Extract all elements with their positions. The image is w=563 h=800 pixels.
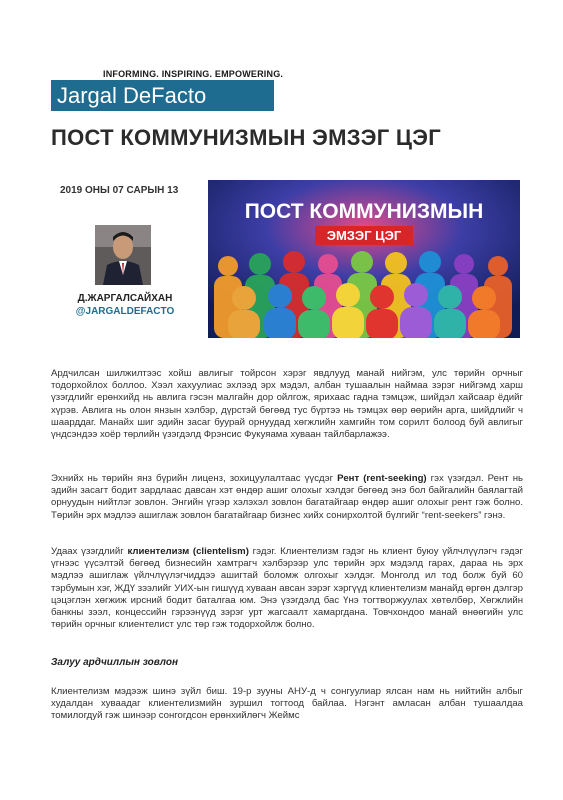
- author-photo-icon: [95, 225, 151, 285]
- tagline: INFORMING. INSPIRING. EMPOWERING.: [103, 69, 284, 79]
- paragraph-2: [51, 473, 523, 522]
- article-title: ПОСТ КОММУНИЗМЫН ЭМЗЭГ ЦЭГ: [51, 125, 442, 150]
- author-byline: [50, 292, 200, 318]
- author-name: Д.ЖАРГАЛСАЙХАН: [77, 293, 173, 304]
- term-clientelism: клиентелизм (clientelism): [127, 546, 249, 557]
- paragraph-1-text: Ардчилсан шилжилтээс хойш авлигыг тойрсон хэрэг явдлууд манай нийгэм, улс төрийн орчныг тодорхойлох боллоо. Хээл хахуулиас эхлээд эрх мэдэл, албан тушаалын наймаа зэрэг нийгэмд харш үзэгдлийг ерөнхийд нь авлига гэсэн малгайн дор ойлгож, ярихаас гадна тэмцэж, шийдэл хайсаар ёдийг хүрэв. Авлига нь олон янзын хэлбэр, дүрстэй бөгөөд тус бүртээ нь тэмцэх өөр өөрийн арга, шийдлийг ч шаарддаг. Манайх шиг эдийн засаг буурай орнуудад хөгжлийн хамгийн том сорилт болоод буй авлигыг үндсэндээ хоёр төрлийн үзэгдэлд Фрэнсис Фукуяама хуваан тайлбарлажээ.: [51, 368, 523, 441]
- hero-image: [208, 180, 520, 338]
- paragraph-2-text-a: Эхнийх нь төрийн янз бүрийн лиценз, зохицуулалтаас үүсдэг: [51, 473, 338, 484]
- author-handle[interactable]: @JARGALDEFACTO: [75, 306, 175, 317]
- term-rent-seeking: Рент (rent-seeking): [337, 473, 427, 484]
- paragraph-3-text-a: Удаах үзэгдлийг: [51, 546, 128, 557]
- hero-title: ПОСТ КОММУНИЗМЫН: [244, 200, 484, 223]
- hero-subtitle: ЭМЗЭГ ЦЭГ: [315, 226, 413, 245]
- paragraph-2-text-b: гэх үзэгдэл. Рент нь эдийн засагт бодит зардлаас давсан хэт өндөр ашиг олохыг хэлдэг бөгөөд энэ бол байгалийн баялагтай орнуудын нийтлэг зовлон. Энгийн үгээр хэлэхэл зовлон багатайгаар өндөр ашиг олохыг рент гэж болно. Төрийн эрх мэдлээ ашиглаж зовлон багатайгаар бизнес хийх сонирхолтой бүлгийг “rent-seekers” гэнэ.: [51, 473, 524, 521]
- article-date: 2019 ОНЫ 07 САРЫН 13: [60, 185, 179, 196]
- paragraph-3: [51, 546, 523, 631]
- paragraph-4: [51, 686, 523, 723]
- paragraph-1: [51, 368, 523, 441]
- section-subheading: Залуу ардчиллын зовлон: [51, 657, 179, 668]
- site-logo[interactable]: Jargal DeFacto: [51, 80, 274, 111]
- author-avatar: [95, 225, 151, 285]
- paragraph-4-text: Клиентелизм мэдээж шинэ зүйл биш. 19-р зууны АНУ-д ч сонгуулиар ялсан нам нь нийтийн албыг худалдан хуваадаг клиентелизмийн зуршил тогтоод байлаа. Нэгэнт амласан албан тушаалдаа томилогдуй гэж шинээр сонгогдсон ерөнхийлөгч Жеймс: [51, 686, 523, 722]
- paragraph-3-text-b: гэдэг. Клиентелизм гэдэг нь клиент буюу үйлчлүүлэгч гэдэг үгнээс үүсэлтэй бөгөөд бизнесийн хамтрагч хэлбэрээр улс төрийн эрх мэдэлд гарах, дараа нь эрх мэдлээ ашиглаж үйлчлүүлэгчиддээ ашигтай боломж олгохыг хэлдэг. Монголд ил тод болж буй 60 тэрбумын хэг, ЖДҮ зээлийг УИХ-ын гишүүд хуваан авсан зэрэг хэргүүд клиентелизм манайд өргөн дэлгэр цэцэглэн хөгжиж ирсний бодит баталгаа юм. Энэ үзэгдэлд бас Үнэ тогтворжуулах хөтөлбөр, Хөгжлийн банкны зээл, концессийн гэрээнүүд зэрэг урт жагсаалт хамаргдана. Товчхондоо манай өнөөгийн улс төрийн орчныг клиентелист улс төр гэж тодорхойлж болно.: [51, 546, 523, 631]
